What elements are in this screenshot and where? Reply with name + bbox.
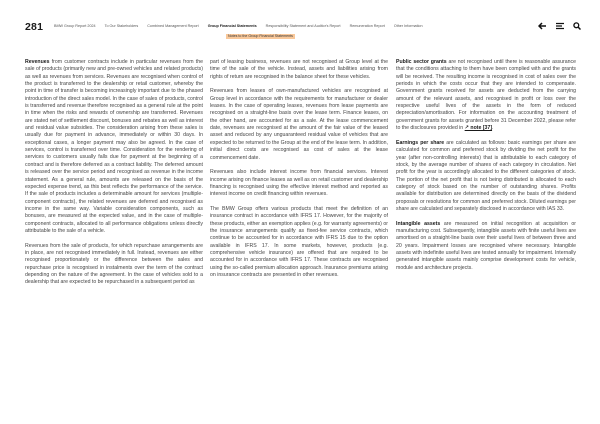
header-icons: [538, 22, 581, 30]
paragraph-interest-income: Revenues also include interest income from financial services. Interest income arising on finance leases as well as on retail customer and dealership financing is recognised using the effective interest method and reported as interest income on credit financing within revenues.: [210, 169, 388, 198]
paragraph-public-grants: Public sector grants are not recognised until there is reasonable assurance that the conditions attaching to them have been complied with and the grants will be received. The resulting income is recognised in cost of sales over the periods in which the costs occur that they are intended to compensate. Government grants received for assets are deducted from the carrying amount of the relevant assets, and recognised in profit or loss over the respective useful lives of the assets in the form of reduced depreciation/amortisation. For information on the accounting treatment of government grants for assets granted before 31 December 2022, please refer to the disclosures provided in ↗ note [37].: [396, 59, 576, 132]
paragraph-insurance: The BMW Group offers various products that meet the definition of an insurance contract in accordance with IFRS 17. However, for the majority of these products, either an exemption applies (e.g. for warranty agreements) or the insurance arrangements qualify as fixed-fee service contracts, which continue to be accounted for in accordance with IFRS 15 due to the option available in IFRS 17. In some markets, however, products (e.g. comprehensive vehicle insurance) are offered that are required to be accounted for in accordance with IFRS 17. These contracts are recognised using the so-called premium allocation approach. Insurance premiums arising on insurance contracts are presented in other revenues.: [210, 206, 388, 279]
paragraph-eps: Earnings per share are calculated as follows: basic earnings per share are calculated for common and preferred stock by dividing the net profit for the year (after non-controlling interests) that is attributable to each category of stock, by the average number of shares of each category in circulation. Net profit for the year is accordingly allocated to the different categories of stock. The portion of the net profit that is not being distributed is allocated to each category of stock based on the number of outstanding shares. Profits available for distribution are determined directly on the basis of the dividend proposals or resolutions for common and preferred stock. Diluted earnings per share are calculated and separately disclosed in accordance with IAS 33.: [396, 139, 576, 212]
paragraph-leasing: part of leasing business, revenues are not recognised at Group level at the time of the sale of the vehicle. Instead, assets and liabilities arising from rights of return are recognised in the balance sheet for these vehicles.: [210, 59, 388, 80]
menu-icon[interactable]: [556, 22, 564, 30]
note-37-link[interactable]: ↗ note [37]: [464, 125, 493, 132]
nav-management-report[interactable]: Combined Management Report: [147, 24, 199, 28]
paragraph-intangibles: Intangible assets are measured on initial recognition at acquisition or manufacturing cost. Subsequently, intangible assets with finite useful lives are amortised on a straight-line basis over their useful lives of between three and 20 years. Impairment losses are recognised where necessary. Intangible assets with indefinite useful lives are tested annually for impairment. Internally generated intangible assets mainly comprise development costs for vehicle, module and architecture projects.: [396, 220, 577, 271]
term-public-grants: Public sector grants: [396, 59, 447, 65]
nav-responsibility[interactable]: Responsibility Statement and Auditor's Report: [265, 24, 341, 28]
nav-report[interactable]: BMW Group Report 2024: [54, 24, 96, 28]
term-eps: Earnings per share: [396, 139, 445, 146]
term-intangibles: Intangible assets: [396, 220, 441, 227]
nav-financial-statements[interactable]: Group Financial Statements: [207, 24, 257, 28]
top-navigation: [54, 24, 432, 28]
nav-remuneration[interactable]: Remuneration Report: [349, 24, 385, 28]
nav-stakeholders[interactable]: To Our Stakeholders: [104, 24, 139, 28]
page-number: 281: [25, 21, 44, 33]
term-revenues: Revenues: [25, 59, 50, 65]
paragraph-leases: Revenues from leases of own-manufactured vehicles are recognised at Group level in accordance with the requirements for manufacturer or dealer leases. In the case of operating leases, revenues from lease payments are recognised on a straight-line basis over the lease term. Finance leases, on the other hand, are accounted for as a sale. At the lease commencement date, revenues are recognised at the amount of the fair value of the leased asset and reduced by any unguaranteed residual value of vehicles that are expected to be returned to the Group at the end of the lease term. In addition, initial direct costs are recognised as cost of sales at the lease commencement date.: [210, 88, 388, 161]
paragraph-revenues: Revenues from customer contracts include in particular revenues from the sale of products (primarily new and pre-owned vehicles and related products) as well as revenues from services. Revenues are recognised when control of the product is transferred to the dealership or retail customer, whereby the point in time of transfer is becoming increasingly important due to the phased introduction of the direct sales model. In the case of sales of products, control is transferred and revenue therefore recognised as a general rule at the point in time when the risks and rewards of ownership are transferred. Revenues are stated net of settlement discount, bonuses and rebates as well as interest and residual value subsidies. The consideration arising from these sales is usually due for payment in advance, immediately or within 30 days. In exceptional cases, a longer payment may also be agreed. In the case of services, control is transferred over time. Consideration for the rendering of services to customers usually falls due for payment at the beginning of a contract and is therefore deferred as a contract liability. The deferred amount is released over the service period and recognised as revenue in the income statement. As a general rule, amounts are released on the basis of the expected expense trend, as this best reflects the performance of the service. If the sale of products includes a determinable amount for services (multiple-component contracts), the related revenues are deferred and recognised as income in the same way. Variable consideration components, such as bonuses, are measured at the expected value, and in the case of multiple-component contracts, allocated to all performance obligations unless directly attributable to the sale of a vehicle.: [25, 59, 203, 234]
nav-other-information[interactable]: Other Information: [393, 24, 423, 28]
back-arrow-icon[interactable]: [538, 22, 547, 30]
column-1: [25, 59, 203, 294]
column-3: [396, 59, 576, 279]
paragraph-repurchase: Revenues from the sale of products, for which repurchase arrangements are in place, are not recognised immediately in full. Instead, revenues are either recognised proportionately or the difference between the sales and repurchase price is recognised in instalments over the term of the contract depending on the nature of the agreement. In the case of vehicles sold to a dealership that are expected to be repurchased in a subsequent period as: [25, 242, 203, 286]
search-icon[interactable]: [573, 22, 581, 30]
subnav-notes[interactable]: Notes to the Group Financial Statements: [228, 34, 293, 39]
page-header: [0, 0, 600, 45]
column-2: [210, 59, 388, 287]
